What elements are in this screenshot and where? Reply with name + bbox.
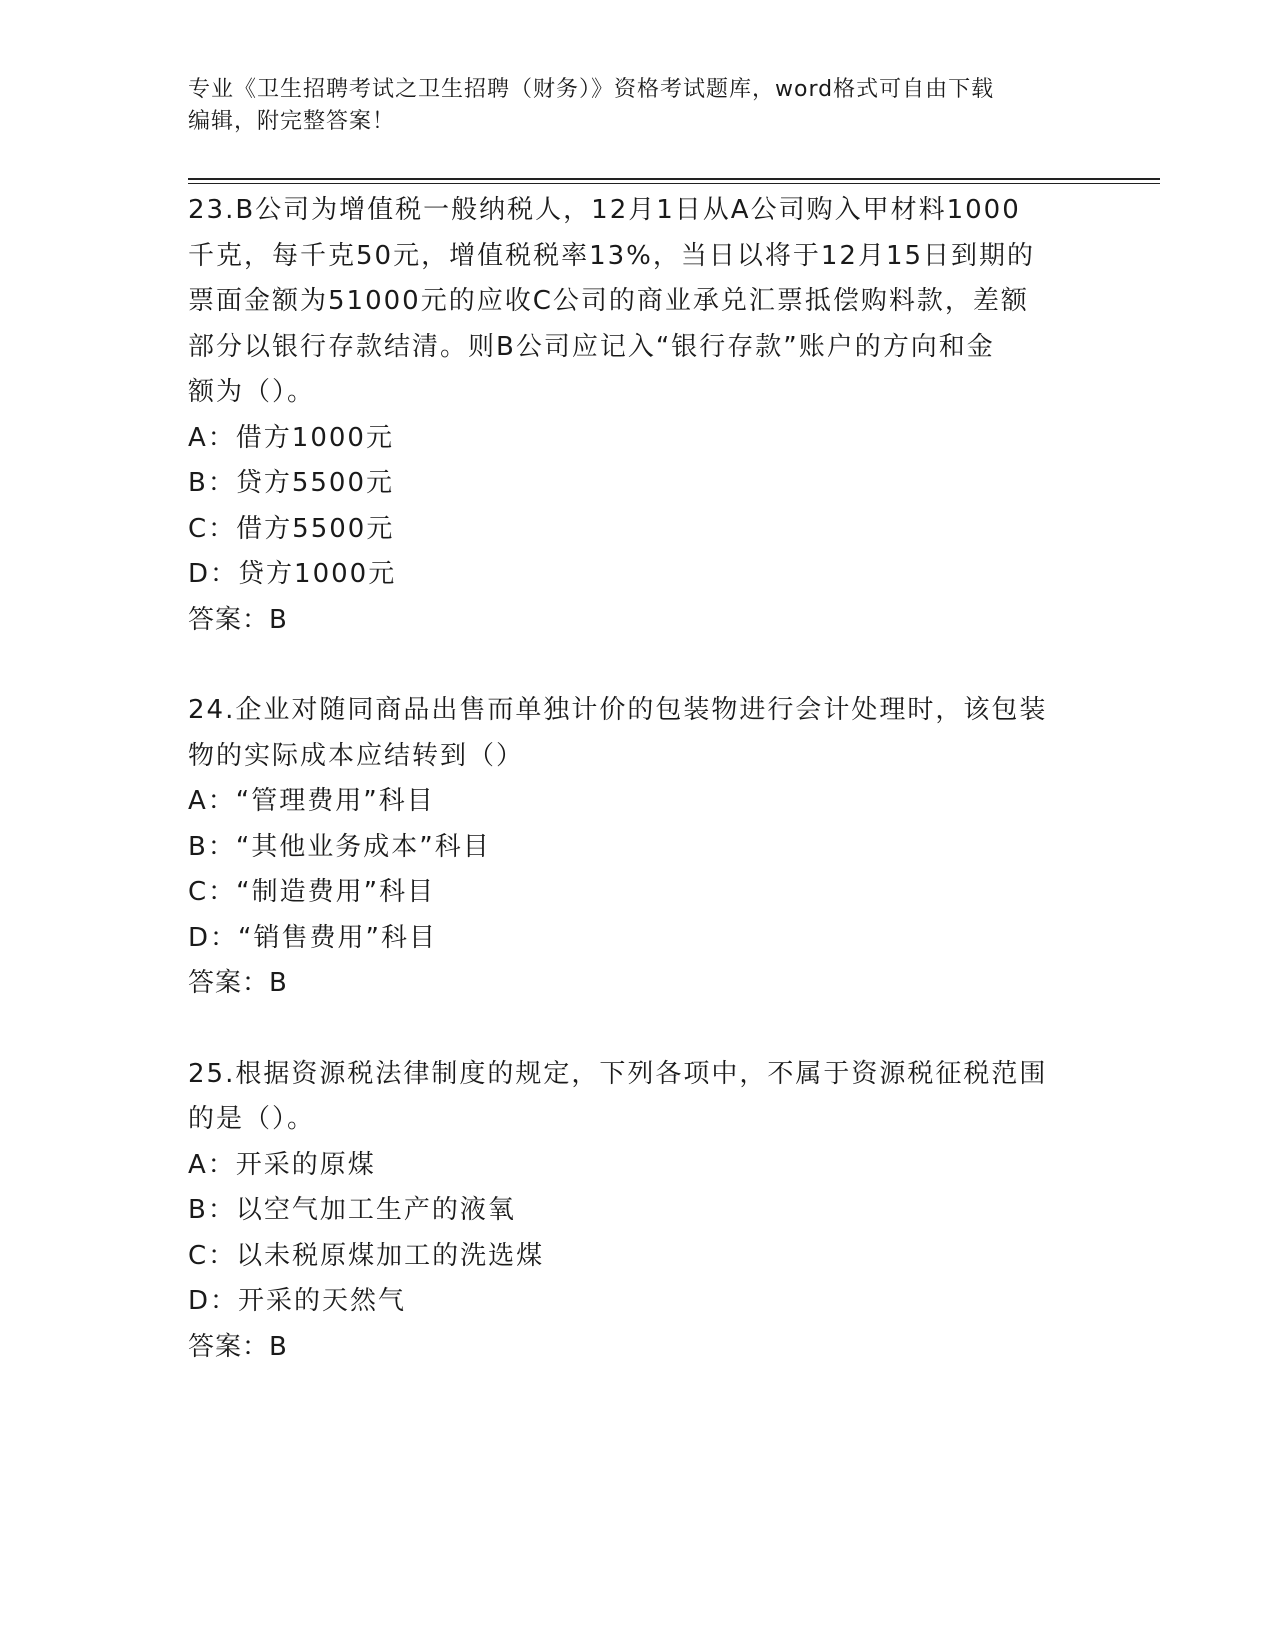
question-line: 物的实际成本应结转到（） <box>188 740 525 771</box>
option-b: B：贷方5500元 <box>188 468 395 498</box>
question-line: 千克，每千克50元，增值税税率13%，当日以将于12月15日到期的 <box>188 240 1036 271</box>
header-line-2: 编辑，附完整答案！ <box>188 109 396 134</box>
option-b: B：“其他业务成本”科目 <box>188 831 491 862</box>
question-24 <box>188 688 1088 1007</box>
answer-line: 答案：B <box>188 604 288 635</box>
answer-line: 答案：B <box>188 1331 288 1362</box>
question-spacer <box>188 643 1088 688</box>
header-divider-thick <box>188 178 1160 180</box>
question-line: 的是（）。 <box>188 1104 316 1134</box>
question-spacer <box>188 1007 1088 1052</box>
option-d: D：贷方1000元 <box>188 559 397 589</box>
question-line: 部分以银行存款结清。则B公司应记入“银行存款”账户的方向和金 <box>188 331 995 362</box>
option-c: C：“制造费用”科目 <box>188 877 436 907</box>
question-line: 额为（）。 <box>188 377 316 407</box>
option-c: C：借方5500元 <box>188 513 395 544</box>
option-a: A：“管理费用”科目 <box>188 786 435 816</box>
question-text <box>188 1052 1088 1143</box>
question-list <box>188 188 1088 1370</box>
header-divider-thin <box>188 183 1160 184</box>
page-header <box>188 74 1088 138</box>
option-a: A：开采的原煤 <box>188 1149 376 1180</box>
question-line: 23.B公司为增值税一般纳税人，12月1日从A公司购入甲材料1000 <box>188 195 1021 225</box>
option-a: A：借方1000元 <box>188 422 394 453</box>
question-line: 25.根据资源税法律制度的规定，下列各项中，不属于资源税征税范围 <box>188 1058 1048 1089</box>
question-line: 票面金额为51000元的应收C公司的商业承兑汇票抵偿购料款，差额 <box>188 286 1029 316</box>
question-25 <box>188 1052 1088 1371</box>
answer-line: 答案：B <box>188 968 288 998</box>
question-text <box>188 688 1088 779</box>
question-line: 24.企业对随同商品出售而单独计价的包装物进行会计处理时，该包装 <box>188 695 1048 725</box>
option-b: B：以空气加工生产的液氧 <box>188 1195 516 1225</box>
option-d: D：开采的天然气 <box>188 1286 407 1316</box>
option-c: C：以未税原煤加工的洗选煤 <box>188 1240 545 1271</box>
question-text <box>188 188 1088 416</box>
option-d: D：“销售费用”科目 <box>188 922 437 953</box>
question-23 <box>188 188 1088 643</box>
header-line-1: 专业《卫生招聘考试之卫生招聘（财务）》资格考试题库，word格式可自由下载 <box>188 77 995 102</box>
